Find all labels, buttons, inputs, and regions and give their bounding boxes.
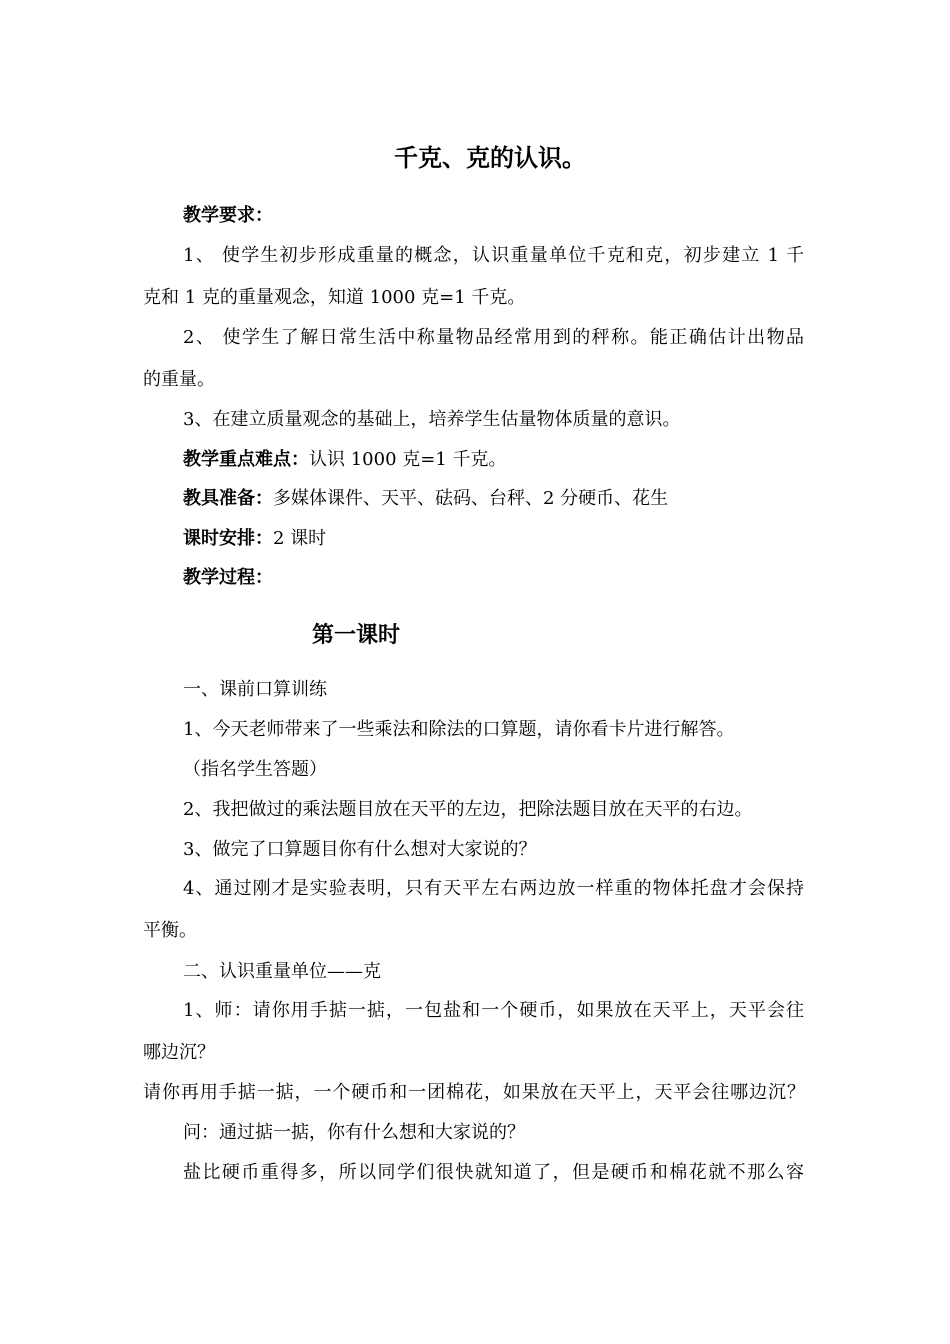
- requirement-1-line-2: 克和 1 克的重量观念，知道 1000 克=1 千克。: [143, 287, 526, 308]
- requirement-2-line-2: 的重量。: [143, 369, 215, 390]
- tools-value: 多媒体课件、天平、砝码、台秤、2 分硬币、花生: [273, 488, 669, 509]
- process-heading: 教学过程：: [183, 567, 273, 588]
- paragraph-step-1: 1、今天老师带来了一些乘法和除法的口算题，请你看卡片进行解答。: [183, 719, 735, 740]
- requirement-3: 3、在建立质量观念的基础上，培养学生估量物体质量的意识。: [183, 409, 681, 430]
- paragraph-question: 问：通过掂一掂，你有什么想和大家说的？: [183, 1122, 525, 1143]
- paragraph-oral-training: 一、课前口算训练: [183, 679, 327, 700]
- key-points-value: 认识 1000 克=1 千克。: [309, 449, 507, 470]
- paragraph-step-2: 2、我把做过的乘法题目放在天平的左边，把除法题目放在天平的右边。: [183, 799, 753, 820]
- section-title: 第一课时: [312, 622, 401, 648]
- paragraph-student-answer: （指名学生答题）: [183, 759, 327, 780]
- schedule-value: 2 课时: [273, 528, 327, 549]
- requirements-heading: 教学要求：: [183, 205, 273, 226]
- paragraph-unit-gram: 二、认识重量单位——克: [183, 961, 381, 982]
- paragraph-teacher-line-1: 1、师：请你用手掂一掂，一包盐和一个硬币，如果放在天平上，天平会往: [183, 1000, 804, 1021]
- paragraph-cotton: 请你再用手掂一掂，一个硬币和一团棉花，如果放在天平上，天平会往哪边沉？: [143, 1082, 805, 1103]
- schedule-row: [183, 527, 326, 551]
- tools-row: [183, 487, 668, 511]
- paragraph-step-3: 3、做完了口算题目你有什么想对大家说的？: [183, 839, 537, 860]
- document-title: 千克、克的认识。: [394, 143, 586, 172]
- paragraph-teacher-line-2: 哪边沉？: [143, 1042, 215, 1063]
- paragraph-step-4-line-2: 平衡。: [143, 920, 197, 941]
- requirement-2-line-1: 2、 使学生了解日常生活中称量物品经常用到的秤称。能正确估计出物品: [183, 327, 804, 348]
- key-points-row: [183, 448, 507, 472]
- schedule-label: 课时安排：: [183, 528, 273, 549]
- tools-label: 教具准备：: [183, 488, 273, 509]
- requirement-1-line-1: 1、 使学生初步形成重量的概念，认识重量单位千克和克，初步建立 1 千: [183, 245, 804, 266]
- paragraph-step-4-line-1: 4、通过刚才是实验表明，只有天平左右两边放一样重的物体托盘才会保持: [183, 878, 804, 899]
- key-points-label: 教学重点难点：: [183, 449, 309, 470]
- paragraph-salt-coin: 盐比硬币重得多，所以同学们很快就知道了，但是硬币和棉花就不那么容: [183, 1162, 804, 1183]
